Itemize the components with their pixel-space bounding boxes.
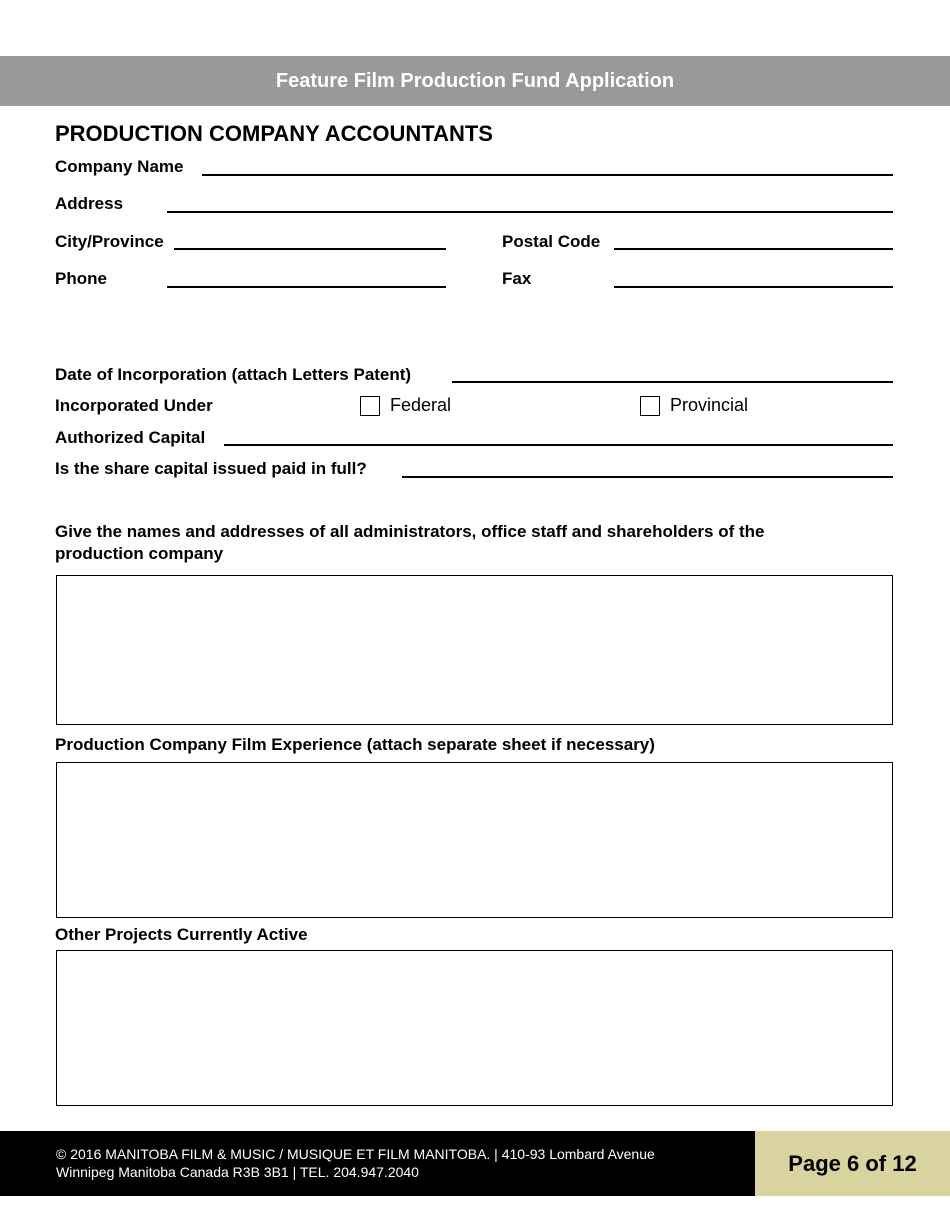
page-number: Page 6 of 12	[788, 1150, 917, 1176]
film-experience-label: Production Company Film Experience (attach separate sheet if necessary)	[55, 735, 655, 754]
address-label: Address	[55, 194, 124, 213]
city-province-field[interactable]	[174, 248, 446, 250]
provincial-checkbox[interactable]	[640, 396, 660, 416]
names-question-line1: Give the names and addresses of all administrators, office staff and shareholders of the	[55, 522, 765, 541]
authorized-capital-label: Authorized Capital	[55, 428, 206, 447]
phone-field[interactable]	[167, 286, 446, 288]
fax-field[interactable]	[614, 286, 893, 288]
other-projects-textbox[interactable]	[56, 950, 893, 1106]
postal-code-field[interactable]	[614, 248, 893, 250]
company-name-label: Company Name	[55, 157, 184, 176]
footer	[0, 1131, 755, 1196]
phone-label: Phone	[55, 269, 107, 288]
incorporated-under-label: Incorporated Under	[55, 396, 213, 415]
share-capital-label: Is the share capital issued paid in full?	[55, 459, 367, 478]
company-name-field[interactable]	[202, 174, 893, 176]
date-incorporation-label: Date of Incorporation (attach Letters Patent)	[55, 365, 412, 384]
city-province-label: City/Province	[55, 232, 164, 251]
date-incorporation-field[interactable]	[452, 381, 893, 383]
federal-checkbox[interactable]	[360, 396, 380, 416]
page-number-badge	[755, 1131, 950, 1196]
federal-label: Federal	[390, 395, 452, 415]
names-addresses-textbox[interactable]	[56, 575, 893, 725]
authorized-capital-field[interactable]	[224, 444, 893, 446]
section-title: PRODUCTION COMPANY ACCOUNTANTS	[55, 121, 493, 146]
names-addresses-question	[55, 521, 895, 565]
other-projects-label: Other Projects Currently Active	[55, 925, 308, 944]
header-bar	[0, 56, 950, 106]
footer-address: Winnipeg Manitoba Canada R3B 3B1 | TEL. 204.947.2040	[56, 1164, 419, 1180]
address-field[interactable]	[167, 211, 893, 213]
film-experience-textbox[interactable]	[56, 762, 893, 918]
provincial-label: Provincial	[670, 395, 749, 415]
postal-code-label: Postal Code	[502, 232, 601, 251]
names-question-line2: production company	[55, 544, 224, 563]
page-header-title: Feature Film Production Fund Application	[275, 69, 675, 92]
share-capital-field[interactable]	[402, 476, 893, 478]
footer-copyright: © 2016 MANITOBA FILM & MUSIC / MUSIQUE ET FILM MANITOBA. | 410-93 Lombard Avenue	[56, 1146, 655, 1162]
fax-label: Fax	[502, 269, 532, 288]
